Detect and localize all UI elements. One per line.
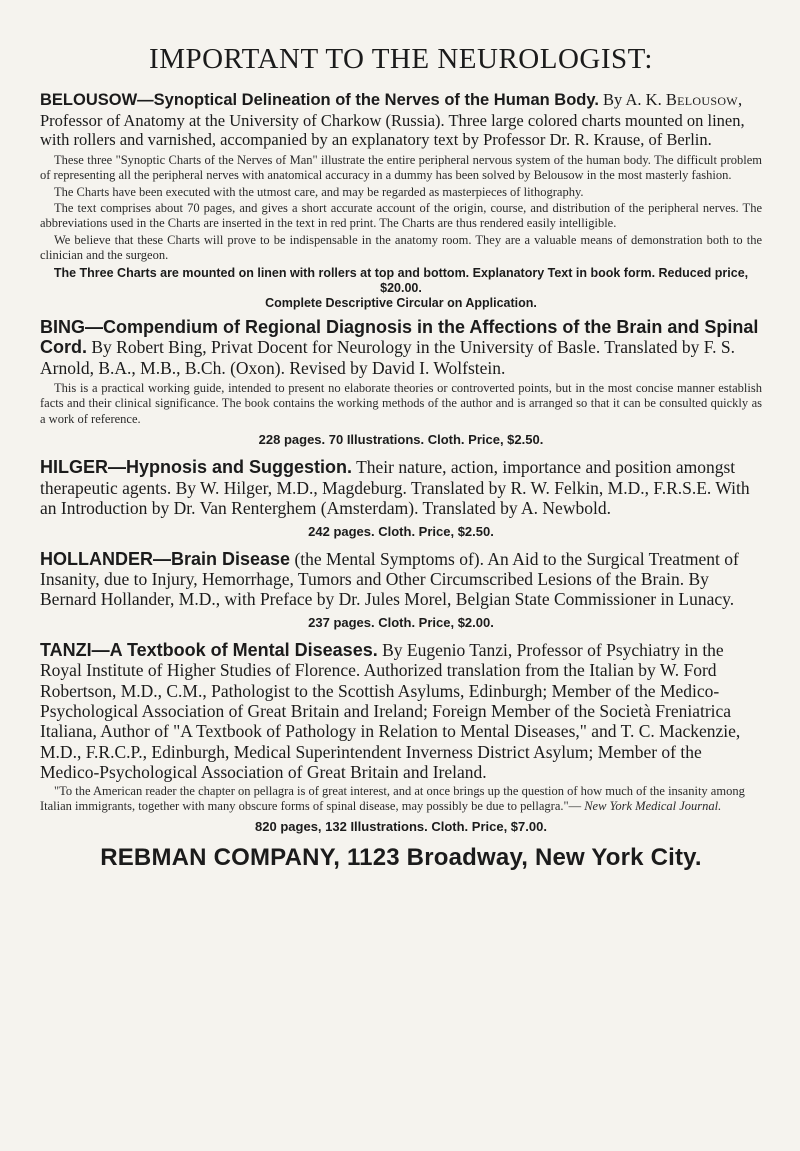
entry-description: This is a practical working guide, intended to present no elaborate theories or controverted points, but in the most concise manner establish facts and their clinical significance. The book contains the working methods of the author and is arranged so that it can be consulted quickly as a work of reference.: [40, 381, 762, 426]
entry-lead-text: By Robert Bing, Privat Docent for Neurology in the University of Basle. Translated by F. S. Arnold, B.A., M.B., B.Ch. (Oxon). Revised by David I. Wolfstein.: [40, 337, 735, 378]
entry-heading: BING—Compendium of Regional Diagnosis in the Affections of the Brain and Spinal Cord.: [40, 316, 759, 358]
entry-lead: [40, 640, 762, 783]
publisher-footer: REBMAN COMPANY, 1123 Broadway, New York City.: [100, 844, 702, 872]
entry-description: The text comprises about 70 pages, and gives a short accurate account of the origin, course, and distribution of the peripheral nerves. The abbreviations used in the Charts are inserted in the text in red print. The Charts are thus rendered easily intelligible.: [40, 201, 762, 231]
price-line: 242 pages. Cloth. Price, $2.50.: [308, 523, 494, 539]
circular-note: Complete Descriptive Circular on Application.: [265, 296, 537, 311]
book-entry-tanzi: [40, 640, 762, 835]
entry-lead: [40, 549, 762, 610]
entry-heading: HILGER—Hypnosis and Suggestion.: [40, 457, 353, 478]
entry-heading: TANZI—A Textbook of Mental Diseases.: [40, 639, 378, 660]
price-line: 228 pages. 70 Illustrations. Cloth. Price, $2.50.: [258, 432, 544, 448]
entry-lead: [40, 317, 762, 378]
quote-source: New York Medical Journal.: [584, 798, 722, 813]
entry-description: We believe that these Charts will prove to be indispensable in the anatomy room. They are a valuable means of demonstration both to the clinician and the surgeon.: [40, 232, 762, 263]
book-entry-hilger: [40, 457, 762, 538]
price-line: 820 pages, 132 Illustrations. Cloth. Price, $7.00.: [255, 819, 547, 835]
page-title: IMPORTANT TO THE NEUROLOGIST:: [149, 43, 653, 75]
review-quote: [40, 784, 762, 815]
mounting-note: The Three Charts are mounted on linen with rollers at top and bottom. Explanatory Text in book form. Reduced price, $20.00.: [53, 265, 749, 296]
book-entry-belousow: [40, 90, 762, 312]
entry-lead: [40, 90, 762, 150]
entry-lead-text: (the Mental Symptoms of). An Aid to the Surgical Treatment of Insanity, due to Injury, Hemorrhage, Tumors and Other Circumscribed Lesions of the Brain. By Bernard Hollander, M.D., with Preface by Dr. Jules Morel, Belgian State Commissioner in Lunacy.: [40, 548, 739, 610]
entry-lead-text: By Eugenio Tanzi, Professor of Psychiatry in the Royal Institute of Higher Studies of Florence. Authorized translation from the Italian by W. Ford Robertson, M.D., C.M., Pathologist to the Scottish Asylums, Edinburgh; Member of the Medico-Psychological Association of Great Britain and Ireland; Foreign Member of the Società Freniatrica Italiana, Author of "A Textbook of Pathology in Relation to Mental Diseases," and T. C. Mackenzie, M.D., F.R.C.P., Edinburgh, Medical Superintendent Inverness District Asylum; Member of the Medico-Psychological Association of Great Britain and Ireland.: [40, 639, 741, 783]
entry-lead-text: Their nature, action, importance and position amongst therapeutic agents. By W. Hilger, M.D., Magdeburg. Translated by R. W. Felkin, M.D., F.R.S.E. With an Introduction by Dr. Van Renterghem (Amsterdam). Translated by A. Newbold.: [40, 457, 750, 519]
entry-description: These three "Synoptic Charts of the Nerves of Man" illustrate the entire peripheral nervous system of the human body. The difficult problem of representing all the peripheral nerves with anatomical accuracy in a dummy has been solved by Belousow in the most masterly fashion.: [40, 152, 762, 183]
entry-heading: BELOUSOW—Synoptical Delineation of the Nerves of the Human Body.: [40, 91, 599, 109]
entry-lead-text: By A. K.: [603, 90, 666, 109]
book-entry-hollander: [40, 549, 762, 630]
author-name: Belousow: [665, 90, 738, 109]
entry-lead: [40, 457, 762, 518]
entry-lead-text: , Professor of Anatomy at the University of Charkow (Russia). Three large colored charts mounted on linen, with rollers and varnished, accompanied by an explanatory text by Professor Dr. R. Krause, of Berlin.: [40, 90, 745, 150]
price-line: 237 pages. Cloth. Price, $2.00.: [308, 614, 494, 630]
quote-text: "To the American reader the chapter on pellagra is of great interest, and at once brings up the question of how much of the insanity among Italian immigrants, together with many obscure forms of spinal disease, may possibly be due to pellagra."—: [40, 783, 745, 813]
book-entry-bing: [40, 317, 762, 447]
entry-heading: HOLLANDER—Brain Disease: [40, 548, 291, 569]
entry-description: The Charts have been executed with the utmost care, and may be regarded as masterpieces of lithography.: [54, 184, 584, 199]
